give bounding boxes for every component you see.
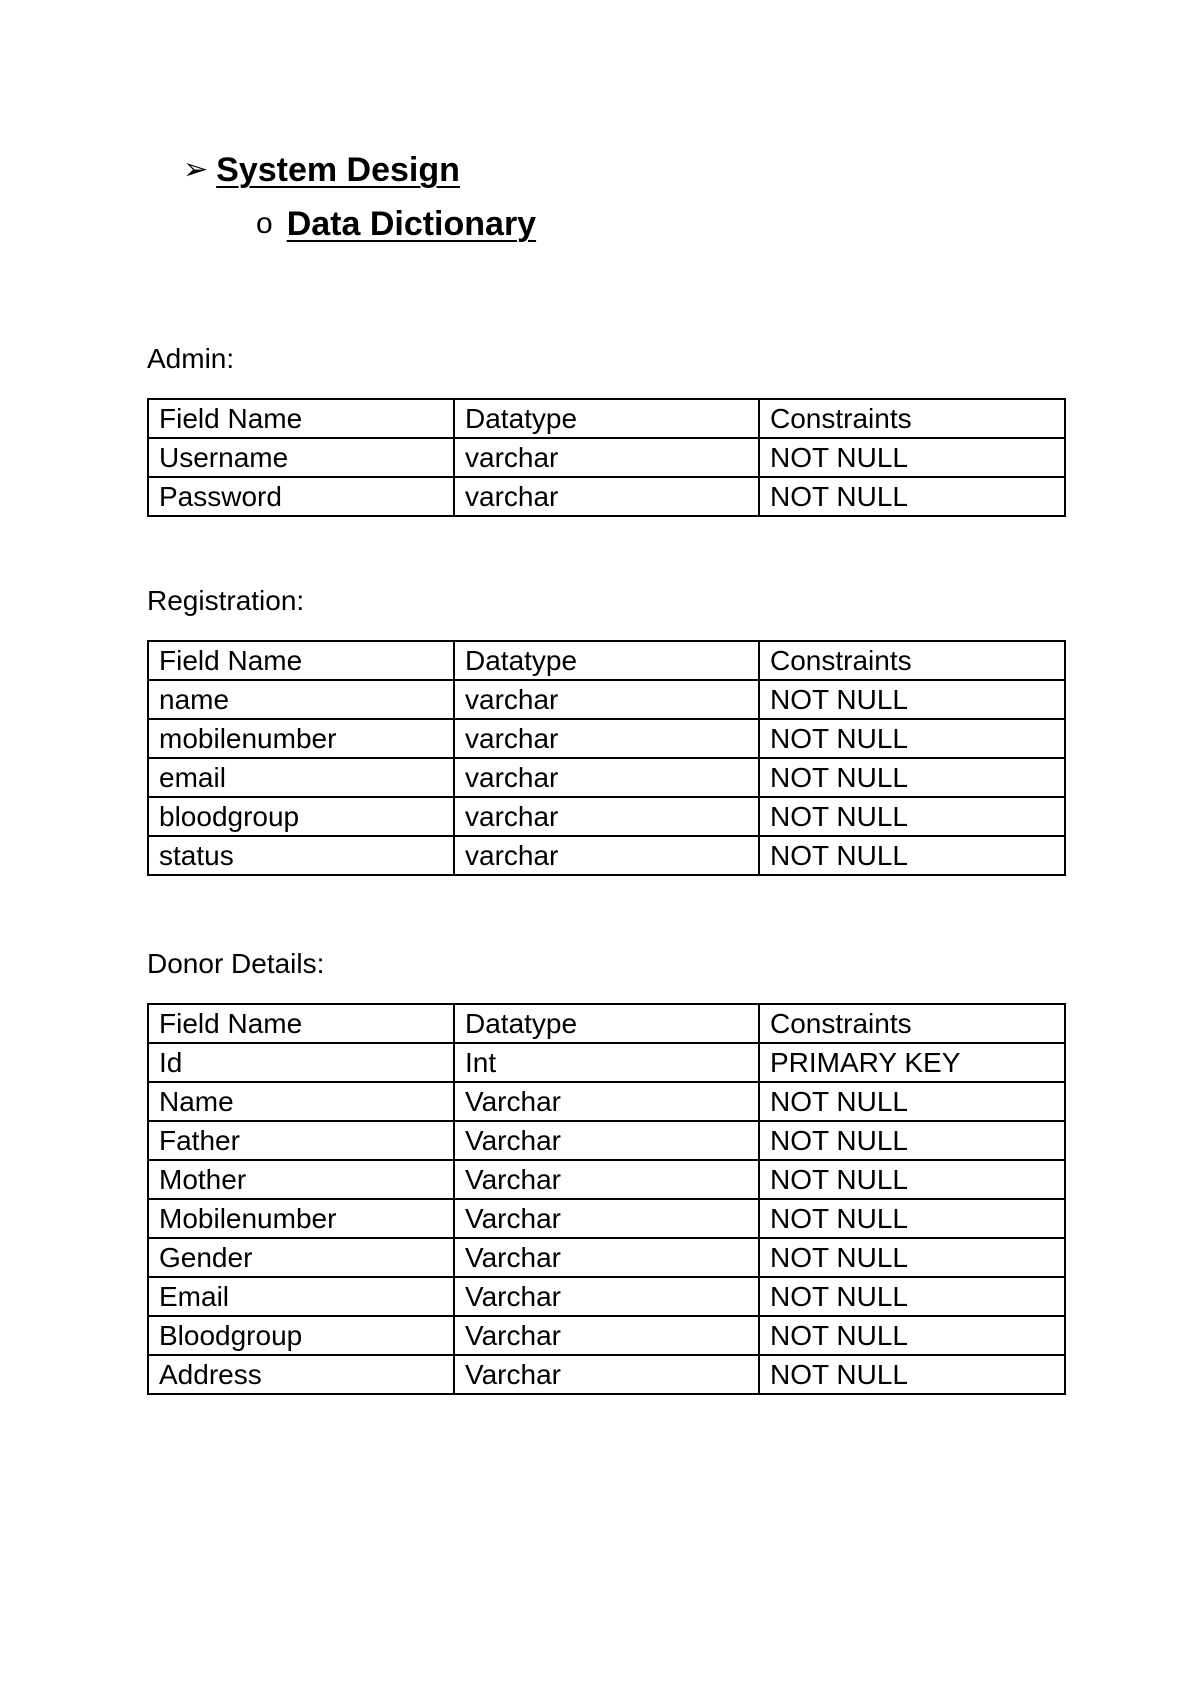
table-cell: Varchar (454, 1199, 759, 1238)
table-row (148, 1043, 1065, 1082)
donor-details-table-label: Donor Details: (147, 948, 325, 979)
table-cell: varchar (454, 477, 759, 516)
heading-text: System Design (216, 151, 460, 189)
table-cell: Mobilenumber (148, 1199, 454, 1238)
table-cell: Name (148, 1082, 454, 1121)
table-cell: Bloodgroup (148, 1316, 454, 1355)
table-cell: NOT NULL (759, 1082, 1065, 1121)
column-header: Datatype (454, 641, 759, 680)
circle-bullet-icon: o (256, 207, 273, 240)
table-cell: varchar (454, 719, 759, 758)
table-cell: NOT NULL (759, 797, 1065, 836)
table-row (148, 1082, 1065, 1121)
table-cell: varchar (454, 758, 759, 797)
table-cell: NOT NULL (759, 1199, 1065, 1238)
table-cell: Username (148, 438, 454, 477)
table-row (148, 680, 1065, 719)
table-cell: NOT NULL (759, 1160, 1065, 1199)
table-cell: NOT NULL (759, 1316, 1065, 1355)
table-cell: Father (148, 1121, 454, 1160)
admin-table (147, 398, 1066, 517)
table-row (148, 1277, 1065, 1316)
table-cell: Int (454, 1043, 759, 1082)
table-row (148, 1238, 1065, 1277)
table-cell: Varchar (454, 1238, 759, 1277)
table-header-row (148, 399, 1065, 438)
heading-text: Data Dictionary (286, 205, 537, 243)
column-header: Constraints (759, 641, 1065, 680)
registration-table-label: Registration: (147, 585, 305, 616)
table-cell: Email (148, 1277, 454, 1316)
column-header: Constraints (759, 1004, 1065, 1043)
table-cell: Varchar (454, 1355, 759, 1394)
table-cell: status (148, 836, 454, 875)
column-header: Field Name (148, 641, 454, 680)
admin-table-label: Admin: (147, 343, 235, 374)
table-row (148, 836, 1065, 875)
column-header: Field Name (148, 1004, 454, 1043)
table-cell: Varchar (454, 1121, 759, 1160)
table-cell: Varchar (454, 1316, 759, 1355)
table-cell: NOT NULL (759, 1277, 1065, 1316)
table-cell: varchar (454, 680, 759, 719)
table-cell: Varchar (454, 1082, 759, 1121)
table-cell: NOT NULL (759, 1355, 1065, 1394)
table-cell: NOT NULL (759, 836, 1065, 875)
table-cell: name (148, 680, 454, 719)
table-row (148, 477, 1065, 516)
table-cell: mobilenumber (148, 719, 454, 758)
table-row (148, 1121, 1065, 1160)
table-cell: Address (148, 1355, 454, 1394)
table-row (148, 1316, 1065, 1355)
table-cell: bloodgroup (148, 797, 454, 836)
table-cell: Varchar (454, 1160, 759, 1199)
table-row (148, 719, 1065, 758)
table-cell: email (148, 758, 454, 797)
table-cell: Id (148, 1043, 454, 1082)
table-row (148, 1355, 1065, 1394)
table-row (148, 1199, 1065, 1238)
table-header-row (148, 1004, 1065, 1043)
table-cell: varchar (454, 797, 759, 836)
column-header: Datatype (454, 1004, 759, 1043)
table-row (148, 797, 1065, 836)
column-header: Field Name (148, 399, 454, 438)
table-cell: NOT NULL (759, 758, 1065, 797)
table-cell: Gender (148, 1238, 454, 1277)
table-cell: Password (148, 477, 454, 516)
donor-details-table (147, 1003, 1066, 1395)
table-cell: NOT NULL (759, 477, 1065, 516)
column-header: Constraints (759, 399, 1065, 438)
table-cell: NOT NULL (759, 1238, 1065, 1277)
arrow-bullet-icon: ➢ (183, 153, 209, 186)
table-row (148, 1160, 1065, 1199)
table-cell: NOT NULL (759, 719, 1065, 758)
table-cell: varchar (454, 438, 759, 477)
table-cell: Varchar (454, 1277, 759, 1316)
column-header: Datatype (454, 399, 759, 438)
section-heading-system-design (183, 148, 460, 192)
table-row (148, 438, 1065, 477)
table-cell: PRIMARY KEY (759, 1043, 1065, 1082)
table-cell: NOT NULL (759, 1121, 1065, 1160)
table-cell: NOT NULL (759, 438, 1065, 477)
table-cell: Mother (148, 1160, 454, 1199)
table-header-row (148, 641, 1065, 680)
table-cell: varchar (454, 836, 759, 875)
table-cell: NOT NULL (759, 680, 1065, 719)
table-row (148, 758, 1065, 797)
registration-table (147, 640, 1066, 876)
subsection-heading-data-dictionary (256, 202, 536, 246)
